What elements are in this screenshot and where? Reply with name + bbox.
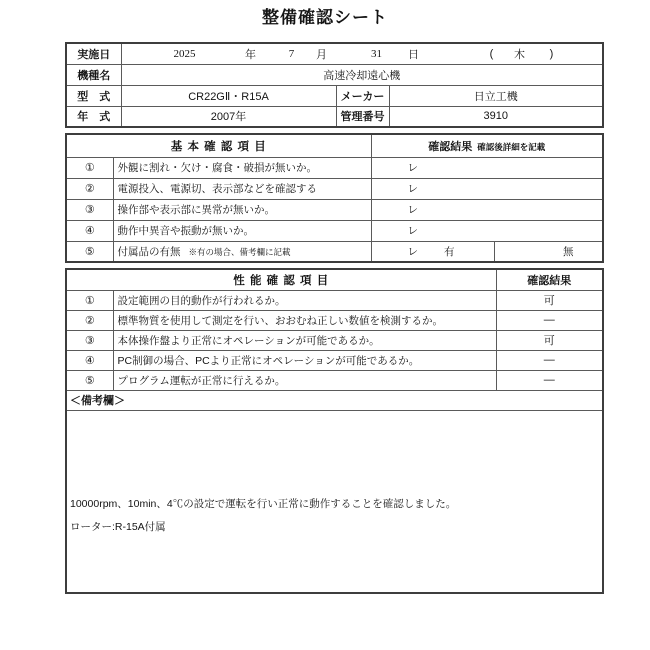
item-text: 動作中異音や振動が無いか｡	[113, 220, 371, 241]
basic-check-table	[65, 133, 604, 263]
item-number: ⑤	[66, 370, 113, 390]
year-value: 2007年	[121, 106, 336, 127]
item-text: PC制御の場合、PCより正常にオペレーションが可能であるか｡	[113, 350, 496, 370]
remarks-box	[66, 410, 603, 593]
item-number: ③	[66, 330, 113, 350]
item-number: ①	[66, 157, 113, 178]
performance-check-table	[65, 268, 604, 594]
basic-result-header	[371, 134, 603, 157]
basic-section-header: 基 本 確 認 項 目	[66, 134, 371, 157]
no-option: 無	[494, 241, 603, 262]
control-number-value: 3910	[389, 106, 603, 127]
remarks-line-2: ローター:R-15A付属	[70, 520, 166, 533]
yes-option: 有	[444, 245, 455, 258]
table-row	[66, 106, 603, 127]
item-text: 操作部や表示部に異常が無いか｡	[113, 199, 371, 220]
remarks-label: ＜備考欄＞	[66, 390, 603, 410]
performance-section-header: 性 能 確 認 項 目	[66, 269, 496, 290]
result-value: ―	[496, 370, 603, 390]
result-value: ―	[496, 350, 603, 370]
table-row	[66, 178, 603, 199]
date-day: 31	[371, 47, 382, 60]
result-header-note: 確認後詳細を記載	[477, 141, 546, 152]
table-row	[66, 350, 603, 370]
table-row	[66, 43, 603, 64]
item-number: ④	[66, 220, 113, 241]
date-month: 7	[288, 47, 295, 60]
performance-result-header: 確認結果	[496, 269, 603, 290]
table-row	[66, 290, 603, 310]
table-row	[66, 85, 603, 106]
remarks-text	[70, 493, 456, 539]
check-result: レ	[371, 157, 603, 178]
type-label: 型 式	[66, 85, 121, 106]
item-number: ②	[66, 310, 113, 330]
item-text: 外観に割れ・欠け・腐食・破損が無いか｡	[113, 157, 371, 178]
control-number-label: 管理番号	[336, 106, 389, 127]
result-value: 可	[496, 330, 603, 350]
item-text: 本体操作盤より正常にオペレーションが可能であるか｡	[113, 330, 496, 350]
item-text: プログラム運転が正常に行えるか｡	[113, 370, 496, 390]
paren-close: )	[549, 47, 554, 60]
table-row	[66, 310, 603, 330]
date-year: 2025	[173, 47, 196, 60]
result-value: ―	[496, 310, 603, 330]
table-row	[66, 64, 603, 85]
item-text: 電源投入、電源切、表示部などを確認する	[113, 178, 371, 199]
accessory-item-note: ※有の場合、備考欄に記載	[188, 246, 291, 257]
date-weekday: 木	[514, 48, 525, 61]
check-result-yes-cell	[371, 241, 494, 262]
table-row	[66, 199, 603, 220]
date-label: 実施日	[66, 43, 121, 64]
type-value: CR22GⅡ・R15A	[121, 85, 336, 106]
maker-value: 日立工機	[389, 85, 603, 106]
check-result: レ	[371, 178, 603, 199]
result-value: 可	[496, 290, 603, 310]
check-mark: レ	[407, 245, 419, 258]
result-header-text: 確認結果	[428, 140, 473, 153]
accessory-item-text: 付属品の有無	[117, 245, 181, 258]
item-number: ③	[66, 199, 113, 220]
date-month-unit: 月	[316, 48, 327, 61]
paren-open: (	[489, 47, 494, 60]
maker-label: メーカー	[336, 85, 389, 106]
item-text	[113, 241, 371, 262]
model-name-label: 機種名	[66, 64, 121, 85]
remarks-line-1: 10000rpm、10min、4℃の設定で運転を行い正常に動作することを確認しました。	[70, 497, 457, 510]
model-name-value: 高速冷却遠心機	[121, 64, 603, 85]
table-header-row	[66, 134, 603, 157]
item-number: ⑤	[66, 241, 113, 262]
table-row	[66, 330, 603, 350]
check-result: レ	[371, 220, 603, 241]
date-value-cell	[121, 43, 603, 64]
item-number: ④	[66, 350, 113, 370]
remarks-label-row	[66, 390, 603, 410]
item-number: ②	[66, 178, 113, 199]
table-row	[66, 220, 603, 241]
year-label: 年 式	[66, 106, 121, 127]
table-row	[66, 370, 603, 390]
date-year-unit: 年	[245, 48, 256, 61]
item-number: ①	[66, 290, 113, 310]
table-header-row	[66, 269, 603, 290]
check-result: レ	[371, 199, 603, 220]
remarks-row	[66, 410, 603, 593]
page-title: 整備確認シート	[262, 8, 388, 27]
table-row	[66, 241, 603, 262]
equipment-info-table	[65, 42, 604, 128]
table-row	[66, 157, 603, 178]
date-day-unit: 日	[408, 48, 419, 61]
item-text: 標準物質を使用して測定を行い、おおむね正しい数値を検測するか｡	[113, 310, 496, 330]
item-text: 設定範囲の目的動作が行われるか｡	[113, 290, 496, 310]
